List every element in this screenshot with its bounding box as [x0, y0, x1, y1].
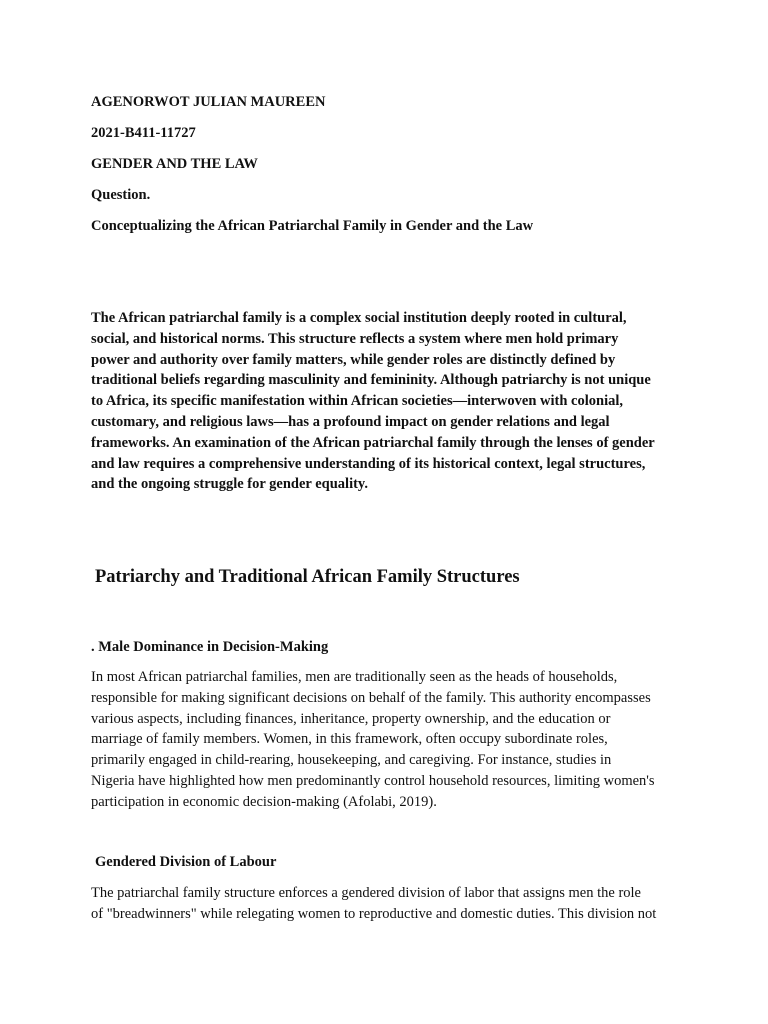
paragraph-line: frameworks. An examination of the African patriarchal family through the lenses of gender	[91, 434, 655, 451]
paragraph-line: customary, and religious laws—has a profound impact on gender relations and legal	[91, 413, 610, 430]
subsection-heading-division-of-labour: Gendered Division of Labour	[95, 854, 277, 870]
paragraph-line: of "breadwinners" while relegating women to reproductive and domestic duties. This division not	[91, 905, 657, 922]
paragraph-line: The patriarchal family structure enforces a gendered division of labor that assigns men the role	[91, 885, 641, 901]
paragraph-line: primarily engaged in child-rearing, housekeeping, and caregiving. For instance, studies in	[91, 752, 612, 769]
paragraph-line: traditional beliefs regarding masculinity and femininity. Although patriarchy is not unique	[91, 372, 651, 389]
paragraph-line: marriage of family members. Women, in this framework, often occupy subordinate roles,	[91, 731, 608, 748]
student-id: 2021-B411-11727	[91, 125, 196, 141]
question-label: Question.	[91, 187, 151, 203]
paragraph-line: responsible for making significant decisions on behalf of the family. This authority encompasses	[91, 689, 651, 706]
paragraph-line: various aspects, including finances, inheritance, property ownership, and the education or	[91, 710, 611, 727]
paragraph-line: The African patriarchal family is a complex social institution deeply rooted in cultural,	[91, 310, 627, 326]
paragraph-line: In most African patriarchal families, men are traditionally seen as the heads of households,	[91, 669, 618, 685]
paragraph-line: participation in economic decision-making (Afolabi, 2019).	[91, 793, 437, 810]
paragraph-line: and the ongoing struggle for gender equality.	[91, 476, 369, 493]
paragraph-line: power and authority over family matters, while gender roles are distinctly defined by	[91, 351, 616, 368]
intro-paragraph	[91, 308, 691, 495]
division-of-labour-paragraph	[91, 883, 691, 925]
paragraph-line: social, and historical norms. This structure reflects a system where men hold primary	[91, 330, 619, 347]
subsection-heading-decision-making: . Male Dominance in Decision-Making	[91, 639, 329, 655]
decision-making-paragraph	[91, 667, 691, 813]
author-name: AGENORWOT JULIAN MAUREEN	[91, 94, 326, 110]
course-title: GENDER AND THE LAW	[91, 156, 258, 172]
paragraph-line: and law requires a comprehensive understanding of its historical context, legal structures,	[91, 455, 646, 472]
section-heading: Patriarchy and Traditional African Family Structures	[95, 567, 520, 587]
paragraph-line: Nigeria have highlighted how men predominantly control household resources, limiting women's	[91, 772, 655, 789]
question-text: Conceptualizing the African Patriarchal Family in Gender and the Law	[91, 218, 534, 234]
paragraph-line: to Africa, its specific manifestation within African societies—interwoven with colonial,	[91, 393, 624, 410]
